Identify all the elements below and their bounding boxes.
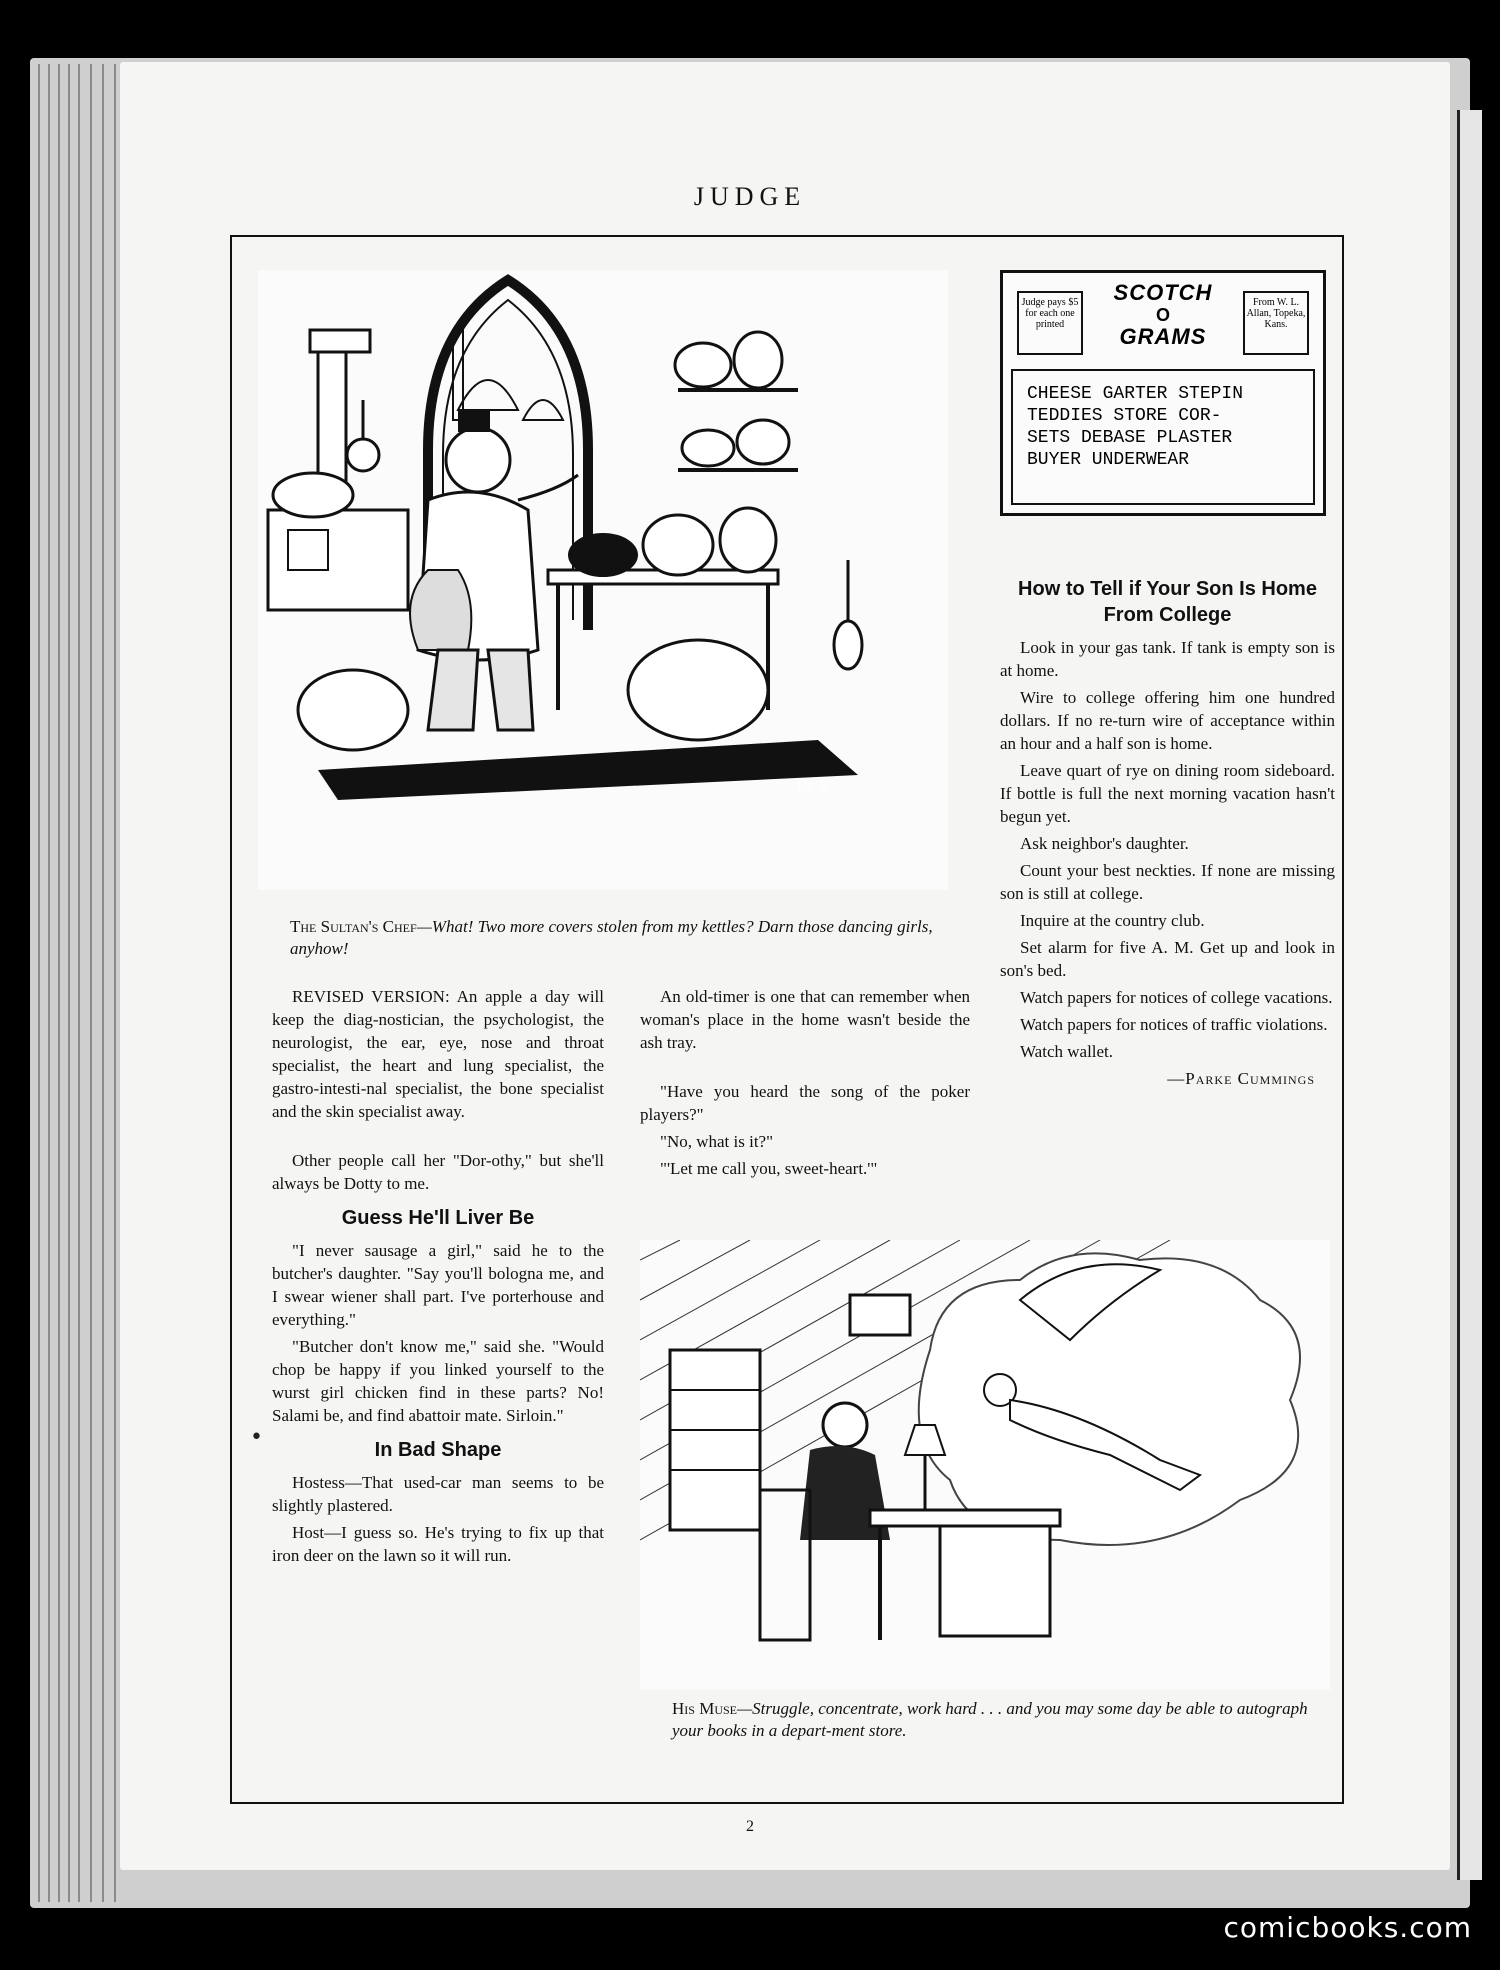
logo-top: SCOTCH (1113, 280, 1213, 305)
son-from-college-article (1000, 566, 1335, 1090)
logo-mid: O (1155, 305, 1170, 325)
article-paragraph: Leave quart of rye on dining room sideboard. If bottle is full the next morning vacation hasn't begun yet. (1000, 761, 1335, 826)
caption-text: —Struggle, concentrate, work hard . . . and you may some day be able to autograph your books in a depart-ment store. (672, 1699, 1308, 1740)
left-column (272, 985, 604, 1571)
scotch-logo (1111, 281, 1215, 359)
caption-lead: His Muse (672, 1699, 737, 1718)
page-edge (114, 64, 116, 1902)
old-timer-joke: An old-timer is one that can remember when woman's place in the home wasn't beside the ash tray. (640, 987, 970, 1052)
his-muse-illustration (640, 1240, 1330, 1690)
liver-title: Guess He'll Liver Be (341, 1207, 535, 1229)
page-edge (90, 64, 92, 1902)
scotch-o-grams-box (1000, 270, 1326, 516)
song-line: "Have you heard the song of the poker players?" (640, 1082, 970, 1124)
scotch-header (1011, 281, 1315, 359)
article-paragraph: Set alarm for five A. M. Get up and look in son's bed. (1000, 938, 1335, 980)
article-paragraph: Watch wallet. (1020, 1042, 1114, 1061)
sultan-chef-caption (290, 916, 950, 960)
next-page-edge (1457, 110, 1482, 1880)
cartoon-signature: Dr. S. (798, 777, 834, 793)
sultan-chef-cartoon (258, 270, 948, 890)
song-line: "'Let me call you, sweet-heart.'" (660, 1159, 878, 1178)
revised-version-joke: REVISED VERSION: An apple a day will keep the diag-nostician, the psychologist, the neurologist, the ear, eye, nose and throat specialist, the heart and lung specialist, the gastro-intesti-nal specialist, the bone specialist and the skin specialist away. (272, 987, 604, 1121)
article-paragraph: Inquire at the country club. (1020, 911, 1205, 930)
scotch-right-note: From W. L. Allan, Topeka, Kans. (1243, 291, 1309, 355)
article-author: —Parke Cummings (1167, 1069, 1315, 1088)
shape-title: In Bad Shape (374, 1439, 502, 1461)
liver-paragraph: "I never sausage a girl," said he to the butcher's daughter. "Say you'll bologna me, and I swear wiener shall part. I've porterhouse and everything." (272, 1241, 604, 1329)
spacer (272, 1127, 604, 1149)
middle-column (640, 985, 970, 1184)
page-edge (102, 64, 104, 1902)
article-paragraph: Ask neighbor's daughter. (1020, 834, 1189, 853)
his-muse-caption (672, 1698, 1322, 1742)
spacer (640, 1058, 970, 1080)
liver-paragraph: "Butcher don't know me," said she. "Would chop be happy if you linked yourself to the wurst girl chicken find in these parts? No! Salami be, and find abattoir mate. Sirloin." (272, 1337, 604, 1425)
page-edge (48, 64, 50, 1902)
dotty-joke: Other people call her "Dor-othy," but she'll always be Dotty to me. (272, 1151, 604, 1193)
sultan-chef-illustration (258, 270, 948, 890)
article-paragraph: Count your best neckties. If none are missing son is still at college. (1000, 861, 1335, 903)
his-muse-cartoon (640, 1240, 1330, 1690)
page-edge (38, 64, 40, 1902)
page-edge (78, 64, 80, 1902)
shape-paragraph: Hostess—That used-car man seems to be slightly plastered. (272, 1473, 604, 1515)
caption-text: —What! Two more covers stolen from my kettles? Darn those dancing girls, anyhow! (290, 917, 933, 958)
margin-mark: • (250, 1425, 263, 1450)
page-edge (58, 64, 60, 1902)
shape-paragraph: Host—I guess so. He's trying to fix up that iron deer on the lawn so it will run. (272, 1523, 604, 1565)
page-number: 2 (746, 1818, 754, 1835)
watermark: comicbooks.com (1223, 1911, 1472, 1944)
article-title: How to Tell if Your Son Is Home From College (1018, 578, 1317, 626)
scotch-left-note: Judge pays $5 for each one printed (1017, 291, 1083, 355)
article-paragraph: Watch papers for notices of traffic violations. (1020, 1015, 1328, 1034)
article-paragraph: Watch papers for notices of college vacations. (1020, 988, 1333, 1007)
page-title: JUDGE (693, 182, 807, 211)
article-paragraph: Look in your gas tank. If tank is empty son is at home. (1000, 638, 1335, 680)
caption-lead: The Sultan's Chef (290, 917, 417, 936)
logo-bottom: GRAMS (1119, 324, 1207, 349)
song-line: "No, what is it?" (660, 1132, 774, 1151)
article-paragraph: Wire to college offering him one hundred dollars. If no re-turn wire of acceptance within an hour and a half son is home. (1000, 688, 1335, 753)
scotch-word-list: CHEESE GARTER STEPIN TEDDIES STORE COR- SETS DEBASE PLASTER BUYER UNDERWEAR (1011, 369, 1315, 505)
page-edge (68, 64, 70, 1902)
